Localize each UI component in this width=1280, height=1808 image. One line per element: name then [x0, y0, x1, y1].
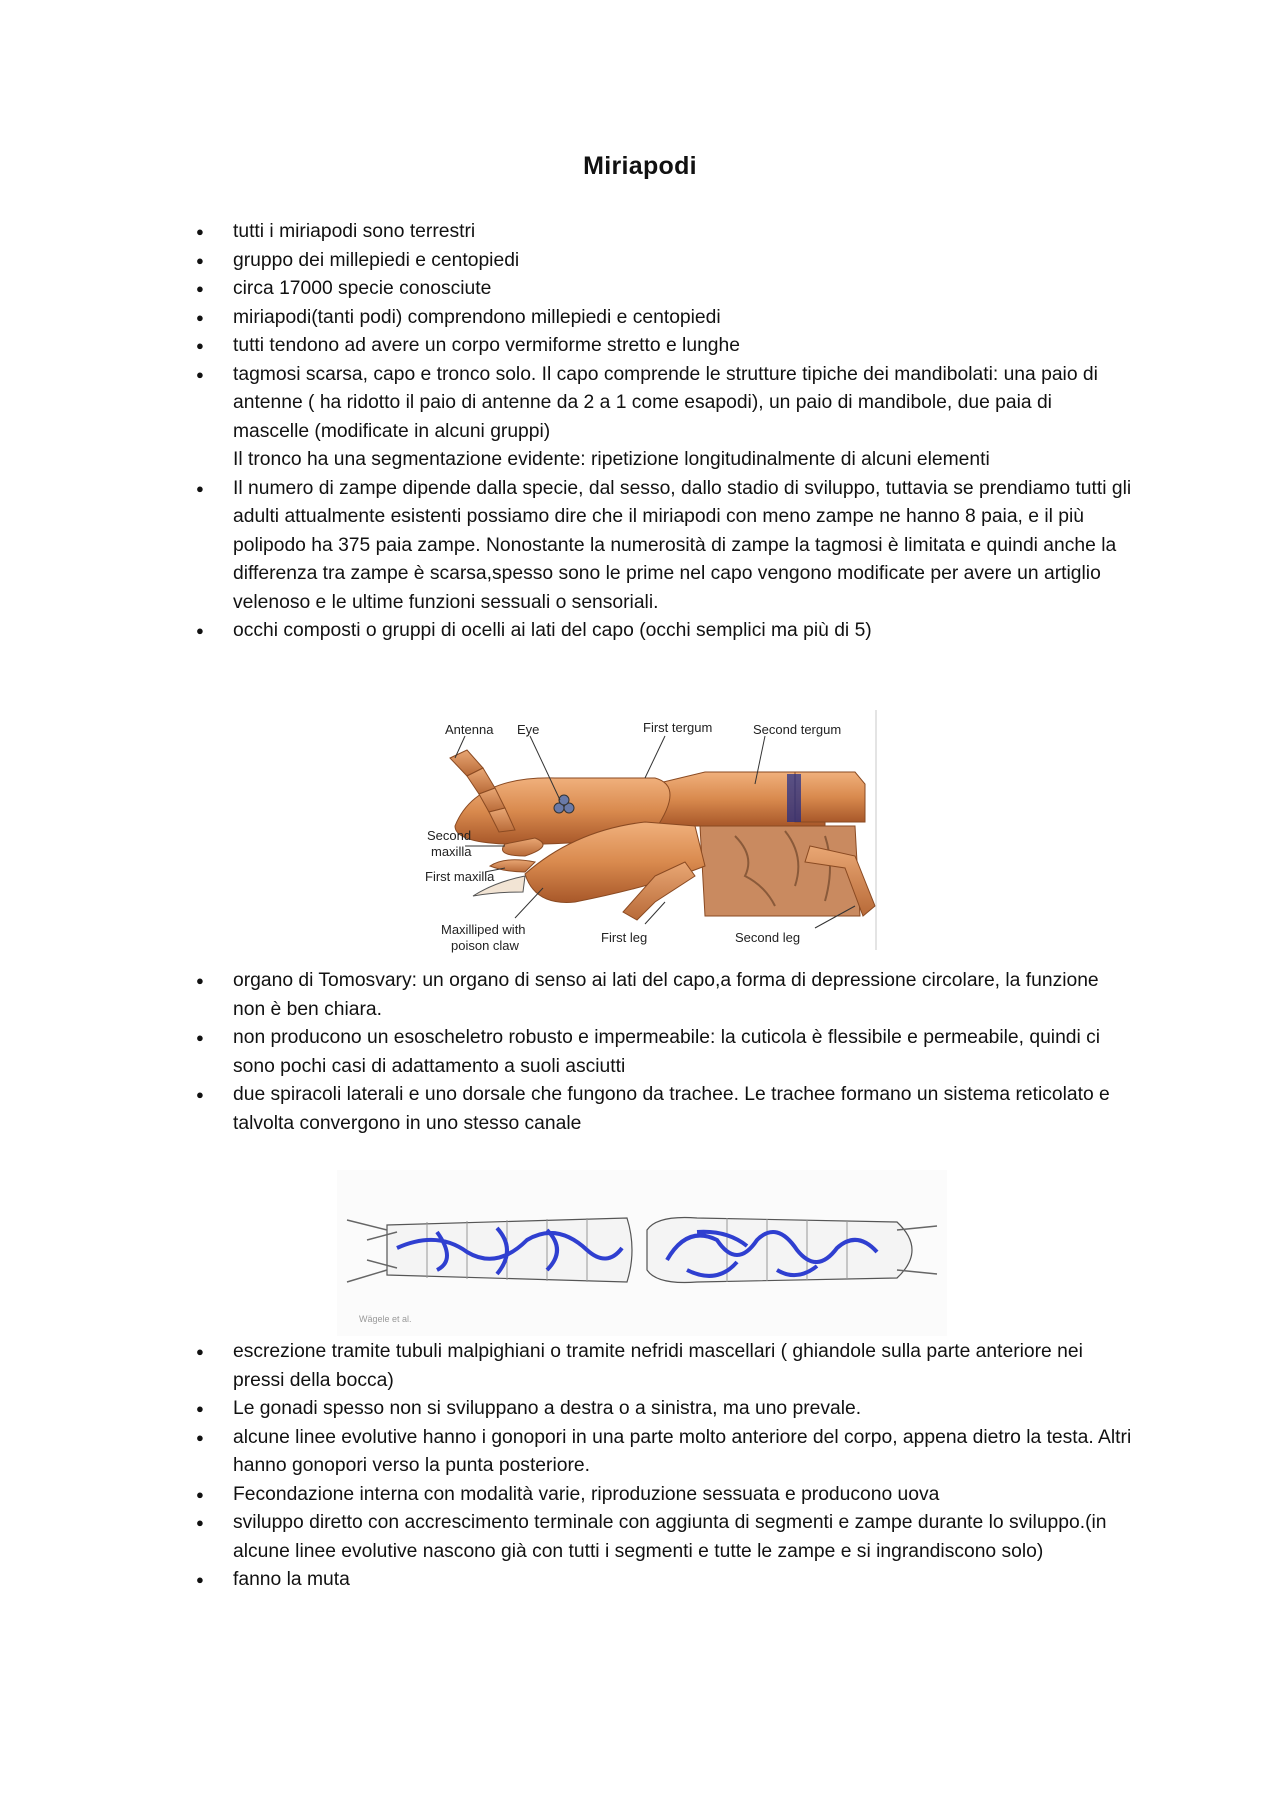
- list-item: ● Il numero di zampe dipende dalla specie, dal sesso, dallo stadio di sviluppo, tuttavia se prendiamo tutti gli adulti attualmente esistenti possiamo dire che il miriapodi con meno zampe ne hanno 8 paia, e il più polipodo ha 375 paia zampe. Nonostante la numerosità di zampe la tagmosi è limitata e quindi anche la differenza tra zampe è scarsa,spesso sono le prime nel capo vengono modificate per avere un artiglio velenoso e le ultime funzioni sessuali o sensoriali.: [0, 475, 1133, 618]
- label-second-leg: Second leg: [735, 930, 801, 945]
- list-item: ● organo di Tomosvary: un organo di senso ai lati del capo,a forma di depressione circolare, la funzione non è ben chiara.: [0, 967, 1133, 1024]
- list-item: ● escrezione tramite tubuli malpighiani o tramite nefridi mascellari ( ghiandole sulla parte anteriore nei pressi della bocca): [0, 1338, 1133, 1395]
- anatomy-illustration: [355, 706, 889, 958]
- list-item: ● tutti i miriapodi sono terrestri: [0, 218, 1133, 247]
- label-second-maxilla-2: maxilla: [431, 844, 472, 859]
- bullet-list-final: [0, 1338, 1280, 1595]
- list-item-continuation: Il tronco ha una segmentazione evidente: ripetizione longitudinalmente di alcuni elementi: [233, 449, 990, 470]
- label-first-maxilla: First maxilla: [425, 869, 495, 884]
- label-maxilliped-1: Maxilliped with: [441, 922, 526, 937]
- list-item: ● non producono un esoscheletro robusto e impermeabile: la cuticola è flessibile e permeabile, quindi ci sono pochi casi di adattamento a suoli asciutti: [0, 1024, 1133, 1081]
- figure-credit: Wägele et al.: [359, 1314, 412, 1324]
- list-item: ● alcune linee evolutive hanno i gonopori in una parte molto anteriore del corpo, appena dietro la testa. Altri hanno gonopori verso la punta posteriore.: [0, 1424, 1133, 1481]
- list-item: ● occhi composti o gruppi di ocelli ai lati del capo (occhi semplici ma più di 5): [0, 617, 1133, 646]
- label-first-tergum: First tergum: [643, 720, 713, 735]
- tracheal-system-illustration: [337, 1170, 947, 1336]
- list-item: ● due spiracoli laterali e uno dorsale che fungono da trachee. Le trachee formano un sistema reticolato e talvolta convergono in uno stesso canale: [0, 1081, 1133, 1138]
- list-item: ● Le gonadi spesso non si sviluppano a destra o a sinistra, ma uno prevale.: [0, 1395, 1133, 1424]
- list-item: ● sviluppo diretto con accrescimento terminale con aggiunta di segmenti e zampe durante lo sviluppo.(in alcune linee evolutive nascono già con tutti i segmenti e tutte le zampe e si ingrandiscono solo): [0, 1509, 1133, 1566]
- list-item: ● tutti tendono ad avere un corpo vermiforme stretto e lunghe: [0, 332, 1133, 361]
- label-second-maxilla-1: Second: [427, 828, 472, 843]
- label-first-leg: First leg: [601, 930, 648, 945]
- label-antenna: Antenna: [445, 722, 494, 737]
- bullet-list-intro: [0, 218, 1280, 646]
- list-item: ● Fecondazione interna con modalità varie, riproduzione sessuata e producono uova: [0, 1481, 1133, 1510]
- list-item: ● fanno la muta: [0, 1566, 1133, 1595]
- list-item: ● tagmosi scarsa, capo e tronco solo. Il capo comprende le strutture tipiche dei mandibolati: una paio di antenne ( ha ridotto il paio di antenne da 2 a 1 come esapodi), un paio di mandibole, due paia di mascelle (modificate in alcuni gruppi): [0, 361, 1133, 447]
- label-maxilliped-2: poison claw: [451, 938, 519, 953]
- bullet-list-middle: [0, 967, 1280, 1138]
- label-eye: Eye: [517, 722, 540, 737]
- list-item: ● miriapodi(tanti podi) comprendono millepiedi e centopiedi: [0, 304, 1133, 333]
- centipede-head-anatomy-figure: [355, 706, 889, 958]
- page-title: Miriapodi: [583, 152, 697, 180]
- list-item: ● circa 17000 specie conosciute: [0, 275, 1133, 304]
- list-item: ● gruppo dei millepiedi e centopiedi: [0, 247, 1133, 276]
- label-second-tergum: Second tergum: [753, 722, 842, 737]
- tracheal-system-figure: [337, 1170, 947, 1336]
